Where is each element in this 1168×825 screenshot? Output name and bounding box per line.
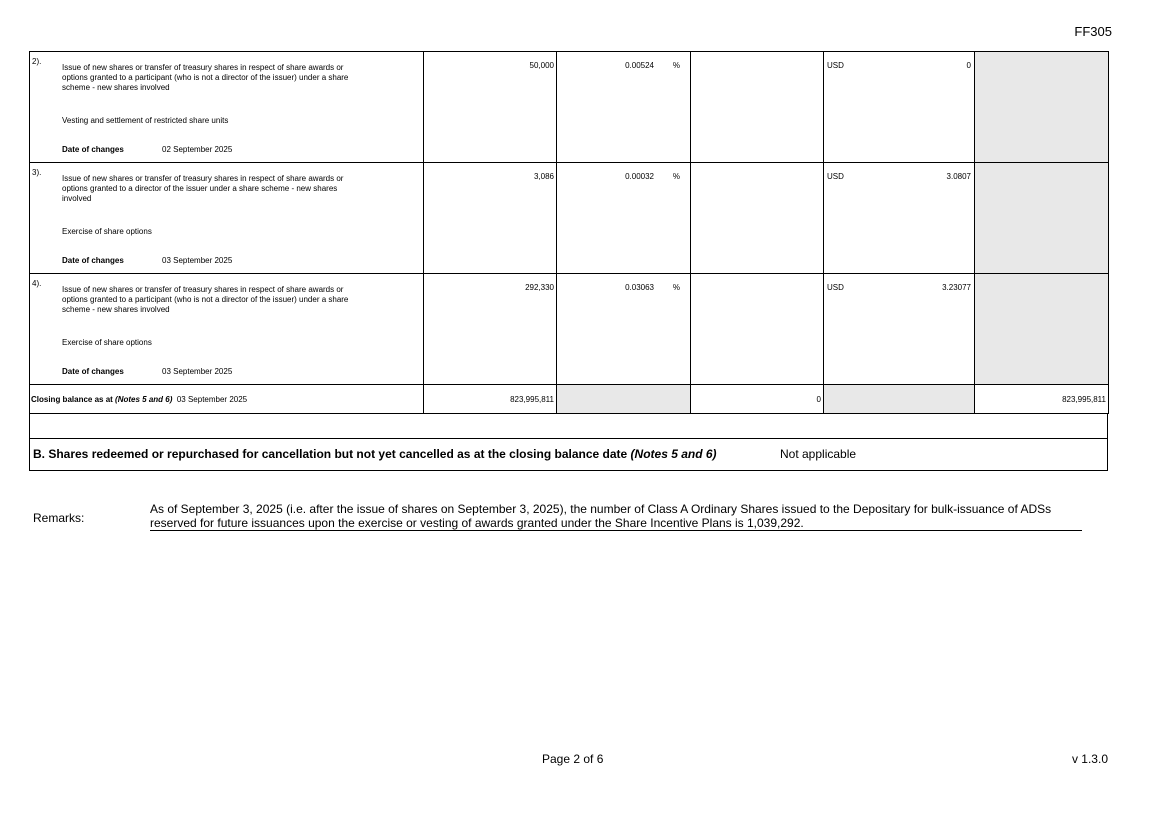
date-value: 02 September 2025 [162, 145, 233, 154]
closing-balance-row [30, 385, 1109, 414]
row-sub-description: Vesting and settlement of restricted share units [62, 116, 229, 125]
table-row [30, 274, 1109, 385]
date-label: Date of changes [62, 145, 124, 154]
pct-cell [557, 274, 691, 385]
remarks-label: Remarks: [33, 511, 85, 525]
pct-sign: % [672, 283, 680, 292]
remarks-text: As of September 3, 2025 (i.e. after the issue of shares on September 3, 2025), the number of Class A Ordinary Shares issued to the Depositary for bulk-issuance of ADSs reserved for future issuances upon the exercise or vesting of awards granted under the Share Incentive Plans is 1,039,292. [150, 502, 1082, 531]
pct-value: 0.03063 [625, 283, 654, 292]
changes-table [29, 51, 1109, 414]
currency: USD [827, 61, 844, 70]
empty-cell [691, 52, 824, 163]
row-sub-description: Exercise of share options [62, 227, 152, 236]
section-b-box [29, 413, 1108, 471]
row-number: 4). [32, 279, 42, 288]
section-b-notes: (Notes 5 and 6) [630, 447, 717, 461]
pct-cell [557, 52, 691, 163]
shares-cell: 292,330 [424, 274, 557, 385]
pct-value: 0.00032 [625, 172, 654, 181]
row-description-cell [30, 163, 424, 274]
closing-date: 03 September 2025 [176, 394, 248, 404]
currency: USD [827, 283, 844, 292]
closing-treasury: 0 [691, 385, 824, 414]
price-cell [824, 52, 975, 163]
table-row [30, 52, 1109, 163]
pct-value: 0.00524 [625, 61, 654, 70]
empty-cell [691, 163, 824, 274]
date-label: Date of changes [62, 367, 124, 376]
section-b-text: B. Shares redeemed or repurchased for cancellation but not yet cancelled as at the closing balance date [33, 447, 628, 461]
section-b-value: Not applicable [780, 447, 857, 461]
shares-cell: 50,000 [424, 52, 557, 163]
price-value: 0 [966, 61, 971, 70]
form-code: FF305 [1074, 24, 1112, 39]
row-description: Issue of new shares or transfer of treasury shares in respect of share awards or options granted to a participant (who is not a director of the issuer) under a share scheme - new shares involved [62, 285, 349, 314]
section-b-title [33, 447, 717, 461]
closing-shares: 823,995,811 [424, 385, 557, 414]
gray-cell [975, 163, 1109, 274]
price-cell [824, 274, 975, 385]
gray-cell [557, 385, 691, 414]
closing-notes: (Notes 5 and 6) [115, 394, 173, 404]
divider [30, 438, 1107, 439]
row-sub-description: Exercise of share options [62, 338, 152, 347]
pct-sign: % [672, 172, 680, 181]
pct-cell [557, 163, 691, 274]
row-number: 2). [32, 57, 42, 66]
empty-cell [691, 274, 824, 385]
page-number: Page 2 of 6 [542, 752, 604, 766]
table-row [30, 163, 1109, 274]
gray-cell [975, 52, 1109, 163]
row-description-cell [30, 52, 424, 163]
date-value: 03 September 2025 [162, 367, 233, 376]
closing-total: 823,995,811 [975, 385, 1109, 414]
row-description-cell [30, 274, 424, 385]
closing-label: Closing balance as at [31, 394, 113, 404]
gray-cell [975, 274, 1109, 385]
date-label: Date of changes [62, 256, 124, 265]
version-label: v 1.3.0 [1071, 752, 1108, 766]
gray-cell [824, 385, 975, 414]
price-cell [824, 163, 975, 274]
closing-label-cell [30, 385, 424, 414]
pct-sign: % [672, 61, 680, 70]
price-value: 3.0807 [946, 172, 971, 181]
shares-cell: 3,086 [424, 163, 557, 274]
date-value: 03 September 2025 [162, 256, 233, 265]
row-description: Issue of new shares or transfer of treasury shares in respect of share awards or options granted to a participant (who is not a director of the issuer) under a share scheme - new shares involved [62, 63, 349, 92]
currency: USD [827, 172, 844, 181]
price-value: 3.23077 [942, 283, 971, 292]
row-number: 3). [32, 168, 42, 177]
row-description: Issue of new shares or transfer of treasury shares in respect of share awards or options granted to a director of the issuer under a share scheme - new shares involved [62, 174, 344, 203]
